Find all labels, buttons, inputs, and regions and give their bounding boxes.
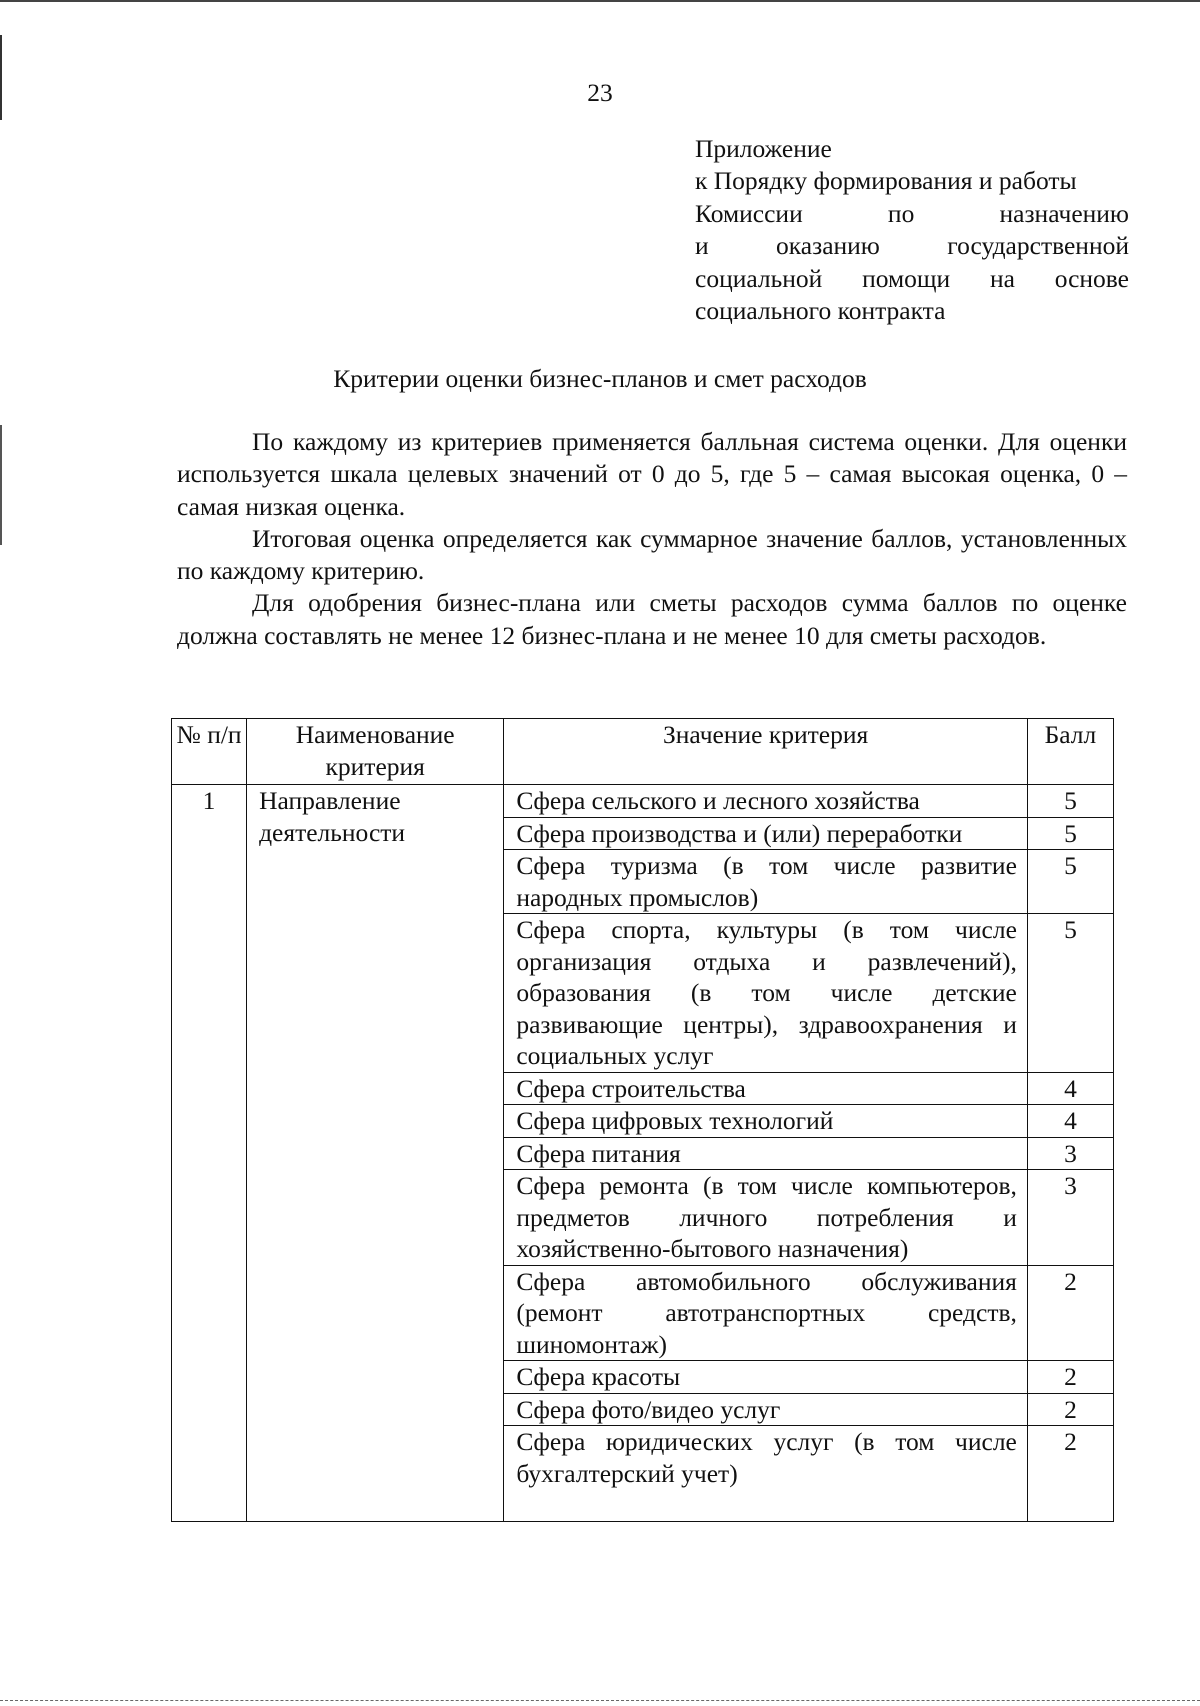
criterion-value: Сфера юридических услуг (в том числе бухгалтерский учет) xyxy=(504,1426,1028,1522)
paragraph: Итоговая оценка определяется как суммарное значение баллов, установленных по каждому критерию. xyxy=(177,523,1127,586)
criterion-value: Сфера автомобильного обслуживания (ремонт автотранспортных средств, шиномонтаж) xyxy=(504,1265,1028,1361)
criterion-value: Сфера строительства xyxy=(504,1072,1028,1105)
header-num: № п/п xyxy=(172,719,247,785)
criteria-table xyxy=(171,718,1114,1522)
row-number: 1 xyxy=(172,785,247,1522)
appendix-line: социальной помощи на основе xyxy=(695,263,1129,293)
body-text xyxy=(177,426,1127,652)
criterion-score: 3 xyxy=(1027,1137,1113,1170)
criterion-value: Сфера красоты xyxy=(504,1361,1028,1394)
criterion-value: Сфера фото/видео услуг xyxy=(504,1393,1028,1426)
appendix-line: социального контракта xyxy=(695,296,946,326)
criterion-score: 2 xyxy=(1027,1265,1113,1361)
scan-edge xyxy=(0,0,1200,2)
criterion-value: Сфера цифровых технологий xyxy=(504,1105,1028,1138)
header-name: Наименование критерия xyxy=(247,719,504,785)
table-header-row xyxy=(172,719,1114,785)
criterion-value: Сфера ремонта (в том числе компьютеров, предметов личного потребления и хозяйственно-бытового назначения) xyxy=(504,1170,1028,1266)
criterion-score: 2 xyxy=(1027,1393,1113,1426)
criterion-score: 5 xyxy=(1027,785,1113,818)
criterion-score: 2 xyxy=(1027,1426,1113,1522)
scan-edge xyxy=(0,425,2,545)
criterion-score: 4 xyxy=(1027,1072,1113,1105)
header-score: Балл xyxy=(1027,719,1113,785)
criterion-score: 3 xyxy=(1027,1170,1113,1266)
appendix-line: и оказанию государственной xyxy=(695,231,1129,261)
appendix-line: Комиссии по назначению xyxy=(695,198,1129,228)
table-row xyxy=(172,785,1114,818)
criterion-score: 5 xyxy=(1027,850,1113,914)
criterion-score: 2 xyxy=(1027,1361,1113,1394)
criterion-score: 5 xyxy=(1027,914,1113,1073)
paragraph: По каждому из критериев применяется балльная система оценки. Для оценки используется шкала целевых значений от 0 до 5, где 5 – самая высокая оценка, 0 – самая низкая оценка. xyxy=(177,427,1127,521)
criterion-value: Сфера производства и (или) переработки xyxy=(504,817,1028,850)
paragraph: Для одобрения бизнес-плана или сметы расходов сумма баллов по оценке должна составлять не менее 12 бизнес-плана и не менее 10 для сметы расходов. xyxy=(177,588,1127,650)
page-number: 23 xyxy=(587,78,613,107)
document-title: Критерии оценки бизнес-планов и смет расходов xyxy=(333,364,867,393)
appendix-line: Приложение xyxy=(695,134,832,163)
criterion-value: Сфера питания xyxy=(504,1137,1028,1170)
criterion-name: Направление деятельности xyxy=(247,785,504,1522)
criterion-value: Сфера сельского и лесного хозяйства xyxy=(504,785,1028,818)
criterion-value: Сфера туризма (в том числе развитие народных промыслов) xyxy=(504,850,1028,914)
criterion-value: Сфера спорта, культуры (в том числе организация отдыха и развлечений), образования (в том числе детские развивающие центры), здравоохранения и социальных услуг xyxy=(504,914,1028,1073)
header-value: Значение критерия xyxy=(504,719,1028,785)
criterion-score: 5 xyxy=(1027,817,1113,850)
scan-edge xyxy=(0,1700,1200,1702)
appendix-line: к Порядку формирования и работы xyxy=(695,166,1077,196)
appendix-note xyxy=(695,133,1129,327)
criterion-score: 4 xyxy=(1027,1105,1113,1138)
